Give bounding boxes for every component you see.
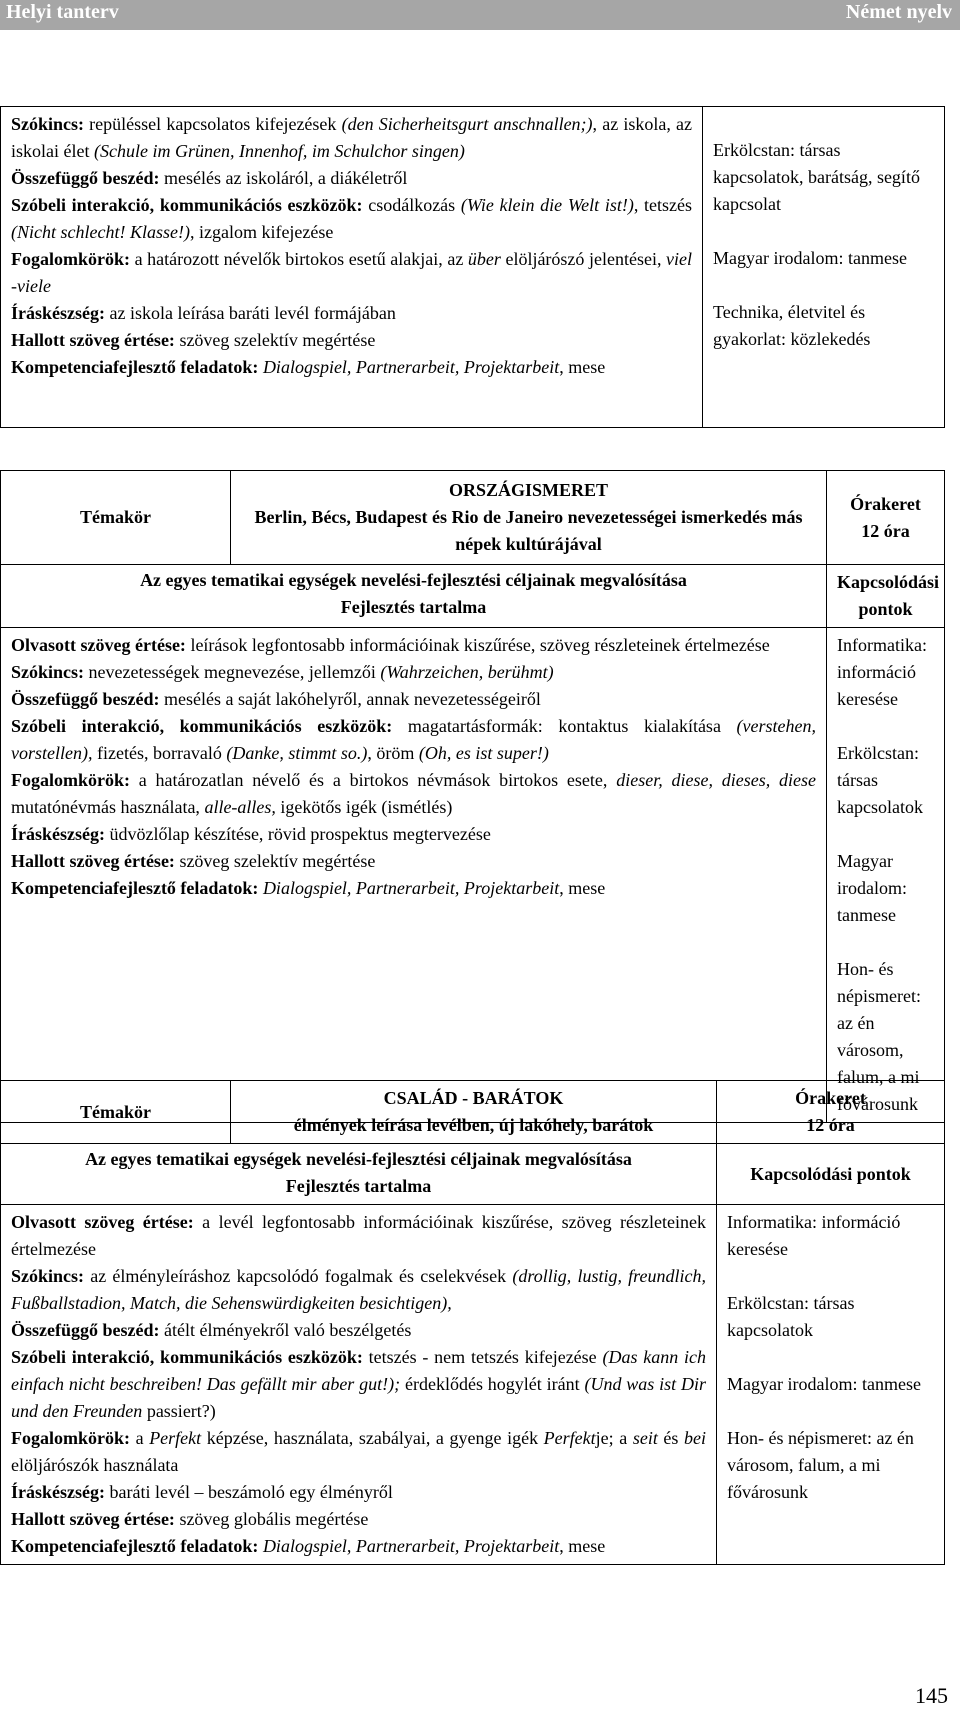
paragraph-label: Szóbeli interakció, kommunikációs eszközök: bbox=[11, 716, 393, 736]
goals-cell bbox=[1, 565, 827, 628]
connection-item: Informatika: információ keresése bbox=[727, 1212, 901, 1259]
paragraph-text: mesélés az iskoláról, a diákéletről bbox=[159, 168, 408, 188]
topic-subtitle: Berlin, Bécs, Budapest és Rio de Janeiro nevezetességei ismerkedés más népek kultúrájával bbox=[254, 507, 803, 554]
content-paragraph bbox=[11, 192, 692, 246]
paragraph-text: , mese bbox=[559, 1536, 606, 1556]
paragraph-text: (Das kann ich einfach nicht beschreiben! Das gefällt mir aber gut!); bbox=[11, 1347, 706, 1394]
connection-item: Hon- és népismeret: az én városom, falum, a mi fővárosunk bbox=[727, 1428, 914, 1502]
paragraph-label: Íráskészség: bbox=[11, 824, 105, 844]
goals-cell bbox=[1, 1144, 717, 1205]
paragraph-text: alle-alles, bbox=[204, 797, 276, 817]
content-paragraph bbox=[11, 848, 816, 875]
paragraph-text: (Und was ist Dir und den Freunden bbox=[11, 1374, 706, 1421]
connection-item: Magyar irodalom: tanmese bbox=[837, 851, 907, 925]
paragraph-label: Összefüggő beszéd: bbox=[11, 689, 160, 709]
paragraph-text: , az iskola, az iskolai élet bbox=[11, 114, 693, 161]
paragraph-text: magatartásformák: kontaktus kialakítása bbox=[392, 716, 737, 736]
paragraph-text: Dialogspiel, Partnerarbeit, Projektarbeit bbox=[262, 878, 560, 898]
paragraph-text: , mese bbox=[559, 357, 606, 377]
temakor-label: Témakör bbox=[1, 1081, 231, 1144]
paragraph-text: nevezetességek megnevezése, jellemzői bbox=[84, 662, 381, 682]
paragraph-label: Összefüggő beszéd: bbox=[11, 1320, 160, 1340]
paragraph-text: elöljárószók használata bbox=[11, 1455, 179, 1475]
paragraph-label: Kompetenciafejlesztő feladatok: bbox=[11, 878, 259, 898]
paragraph-label: Fogalomkörök: bbox=[11, 249, 130, 269]
paragraph-text: szöveg szelektív megértése bbox=[174, 330, 376, 350]
paragraph-text: tetszés - nem tetszés kifejezése bbox=[362, 1347, 603, 1367]
orakeret-cell bbox=[717, 1081, 945, 1144]
content-paragraph bbox=[11, 327, 692, 354]
paragraph-label: Összefüggő beszéd: bbox=[11, 168, 160, 188]
paragraph-label: Kompetenciafejlesztő feladatok: bbox=[11, 1536, 259, 1556]
topic-title: CSALÁD - BARÁTOK bbox=[383, 1088, 564, 1108]
header-right-title: Német nyelv bbox=[845, 1, 952, 23]
paragraph-text: baráti levél – beszámoló egy élményről bbox=[104, 1482, 393, 1502]
orakeret-label: Órakeret bbox=[850, 493, 921, 514]
paragraph-text: (den Sicherheitsgurt anschnallen;) bbox=[341, 114, 593, 134]
paragraph-text: mesélés a saját lakóhelyről, annak nevezetességeiről bbox=[159, 689, 541, 709]
block2-content bbox=[1, 628, 827, 1123]
connection-item: Magyar irodalom: tanmese bbox=[727, 1374, 921, 1394]
paragraph-label: Kompetenciafejlesztő feladatok: bbox=[11, 357, 259, 377]
paragraph-label: Szókincs: bbox=[11, 114, 85, 134]
topic-cell bbox=[231, 471, 827, 565]
paragraph-text: Perfekt bbox=[543, 1428, 596, 1448]
paragraph-label: Fogalomkörök: bbox=[11, 770, 130, 790]
paragraph-text: , öröm bbox=[367, 743, 419, 763]
paragraph-text: Dialogspiel, Partnerarbeit, Projektarbeit bbox=[262, 1536, 560, 1556]
paragraph-text: bei bbox=[684, 1428, 707, 1448]
paragraph-text: üdvözlőlap készítése, rövid prospektus megtervezése bbox=[104, 824, 491, 844]
paragraph-text: (drollig, lustig, freundlich, Fußballstadion, Match, die Sehenswürdigkeiten besichtigen), bbox=[11, 1266, 706, 1313]
paragraph-text: (Schule im Grünen, Innenhof, im Schulchor singen) bbox=[93, 141, 465, 161]
paragraph-label: Hallott szöveg értése: bbox=[11, 330, 175, 350]
connection-item: Hon- és népismeret: az én városom, falum, a mi fővárosunk bbox=[837, 959, 921, 1114]
content-paragraph bbox=[11, 821, 816, 848]
block3-table bbox=[0, 1080, 945, 1565]
content-paragraph bbox=[11, 659, 816, 686]
connection-item: Erkölcstan: társas kapcsolatok, barátság, segítő kapcsolat bbox=[713, 140, 920, 214]
paragraph-text: , tetszés bbox=[633, 195, 692, 215]
content-paragraph bbox=[11, 165, 692, 192]
paragraph-text: (Nicht schlecht! Klasse!) bbox=[11, 222, 190, 242]
goals-heading: Az egyes tematikai egységek nevelési-fejlesztési céljainak megvalósítása bbox=[140, 570, 687, 590]
content-paragraph bbox=[11, 1506, 706, 1533]
paragraph-text: a bbox=[130, 1428, 150, 1448]
paragraph-label: Szókincs: bbox=[11, 1266, 85, 1286]
paragraph-text: , izgalom kifejezése bbox=[189, 222, 334, 242]
paragraph-text: szöveg globális megértése bbox=[174, 1509, 369, 1529]
topic-subtitle: élmények leírása levélben, új lakóhely, barátok bbox=[293, 1115, 654, 1135]
content-paragraph bbox=[11, 686, 816, 713]
content-paragraph bbox=[11, 1317, 706, 1344]
paragraph-text: fizetés, borravaló bbox=[92, 743, 227, 763]
paragraph-text: (Wie klein die Welt ist!) bbox=[460, 195, 634, 215]
content-paragraph bbox=[11, 713, 816, 767]
paragraph-text: passiert?) bbox=[142, 1401, 216, 1421]
paragraph-text: seit bbox=[632, 1428, 658, 1448]
block2-connections bbox=[827, 628, 945, 1123]
connections-heading: Kapcsolódási pontok bbox=[827, 565, 945, 628]
content-paragraph bbox=[11, 246, 692, 300]
temakor-label: Témakör bbox=[1, 471, 231, 565]
paragraph-text: über bbox=[467, 249, 501, 269]
paragraph-text: leírások legfontosabb információinak kiszűrése, szöveg részleteinek értelmezése bbox=[185, 635, 770, 655]
paragraph-text: je; a bbox=[595, 1428, 633, 1448]
paragraph-text: érdeklődés hogylét iránt bbox=[400, 1374, 585, 1394]
paragraph-label: Szókincs: bbox=[11, 662, 85, 682]
paragraph-label: Olvasott szöveg értése: bbox=[11, 635, 186, 655]
paragraph-text: a határozatlan névelő és a birtokos névmások birtokos esete, bbox=[130, 770, 617, 790]
paragraph-label: Hallott szöveg értése: bbox=[11, 1509, 175, 1529]
orakeret-label: Órakeret bbox=[795, 1088, 866, 1108]
paragraph-text: az élményleíráshoz kapcsolódó fogalmak és cselekvések bbox=[84, 1266, 513, 1286]
block3-content bbox=[1, 1205, 717, 1565]
paragraph-label: Íráskészség: bbox=[11, 303, 105, 323]
paragraph-text: a határozott névelők birtokos esetű alakjai, az bbox=[130, 249, 468, 269]
development-heading: Fejlesztés tartalma bbox=[340, 597, 487, 617]
paragraph-text: repüléssel kapcsolatos kifejezések bbox=[84, 114, 342, 134]
block2-table bbox=[0, 470, 945, 1123]
content-paragraph bbox=[11, 1479, 706, 1506]
paragraph-text: mutatónévmás használata, bbox=[11, 797, 205, 817]
paragraph-text: , mese bbox=[559, 878, 606, 898]
paragraph-label: Íráskészség: bbox=[11, 1482, 105, 1502]
paragraph-label: Olvasott szöveg értése: bbox=[11, 1212, 194, 1232]
content-paragraph bbox=[11, 875, 816, 902]
content-paragraph bbox=[11, 1425, 706, 1479]
block1-content bbox=[1, 107, 703, 428]
block1-table bbox=[0, 106, 945, 428]
connection-item: Erkölcstan: társas kapcsolatok bbox=[727, 1293, 855, 1340]
content-paragraph bbox=[11, 1533, 706, 1560]
page-number: 145 bbox=[915, 1683, 948, 1708]
paragraph-label: Hallott szöveg értése: bbox=[11, 851, 175, 871]
topic-title: ORSZÁGISMERET bbox=[448, 480, 609, 500]
paragraph-text: és bbox=[657, 1428, 685, 1448]
paragraph-text: igekötős igék (ismétlés) bbox=[275, 797, 453, 817]
block1-connections bbox=[703, 107, 945, 428]
orakeret-cell bbox=[827, 471, 945, 565]
page-header bbox=[0, 0, 960, 30]
paragraph-label: Szóbeli interakció, kommunikációs eszközök: bbox=[11, 1347, 363, 1367]
block2-lines bbox=[11, 632, 816, 902]
content-paragraph bbox=[11, 1209, 706, 1263]
paragraph-text: Perfekt bbox=[149, 1428, 202, 1448]
header-left-title: Helyi tanterv bbox=[6, 1, 119, 23]
connection-item: Informatika: információ keresése bbox=[837, 635, 927, 709]
paragraph-text: (Oh, es ist super!) bbox=[418, 743, 549, 763]
block3-connections bbox=[717, 1205, 945, 1565]
paragraph-label: Fogalomkörök: bbox=[11, 1428, 130, 1448]
connection-item: Technika, életvitel és gyakorlat: közlekedés bbox=[713, 302, 871, 349]
paragraph-text: szöveg szelektív megértése bbox=[174, 851, 376, 871]
goals-heading: Az egyes tematikai egységek nevelési-fejlesztési céljainak megvalósítása bbox=[85, 1149, 632, 1169]
connection-item: Erkölcstan: társas kapcsolatok bbox=[837, 743, 923, 817]
content-paragraph bbox=[11, 1263, 706, 1317]
connections-heading: Kapcsolódási pontok bbox=[717, 1144, 945, 1205]
content-paragraph bbox=[11, 300, 692, 327]
paragraph-text: (verstehen, vorstellen), bbox=[11, 716, 816, 763]
content-paragraph bbox=[11, 1344, 706, 1425]
content-paragraph bbox=[11, 632, 816, 659]
paragraph-text: viel -viele bbox=[11, 249, 693, 296]
paragraph-text: a levél legfontosabb információinak kiszűrése, szöveg részleteinek értelmezése bbox=[11, 1212, 706, 1259]
content-paragraph bbox=[11, 354, 692, 381]
block3-lines bbox=[11, 1209, 706, 1560]
paragraph-text: (Danke, stimmt so.) bbox=[226, 743, 368, 763]
orakeret-hours: 12 óra bbox=[861, 520, 910, 541]
paragraph-label: Szóbeli interakció, kommunikációs eszközök: bbox=[11, 195, 363, 215]
content-paragraph bbox=[11, 111, 692, 165]
paragraph-text: az iskola leírása baráti levél formájában bbox=[104, 303, 396, 323]
connection-item: Magyar irodalom: tanmese bbox=[713, 248, 907, 268]
orakeret-hours: 12 óra bbox=[806, 1115, 855, 1135]
paragraph-text: (Wahrzeichen, berühmt) bbox=[380, 662, 554, 682]
topic-cell bbox=[231, 1081, 717, 1144]
content-paragraph bbox=[11, 767, 816, 821]
paragraph-text: Dialogspiel, Partnerarbeit, Projektarbeit bbox=[262, 357, 560, 377]
paragraph-text: képzése, használata, szabályai, a gyenge igék bbox=[201, 1428, 544, 1448]
paragraph-text: elöljárószó jelentései, bbox=[500, 249, 667, 269]
development-heading: Fejlesztés tartalma bbox=[285, 1176, 432, 1196]
paragraph-text: dieser, diese, dieses, diese bbox=[616, 770, 817, 790]
paragraph-text: átélt élményekről való beszélgetés bbox=[159, 1320, 412, 1340]
block1-lines bbox=[11, 111, 692, 381]
paragraph-text: csodálkozás bbox=[362, 195, 461, 215]
